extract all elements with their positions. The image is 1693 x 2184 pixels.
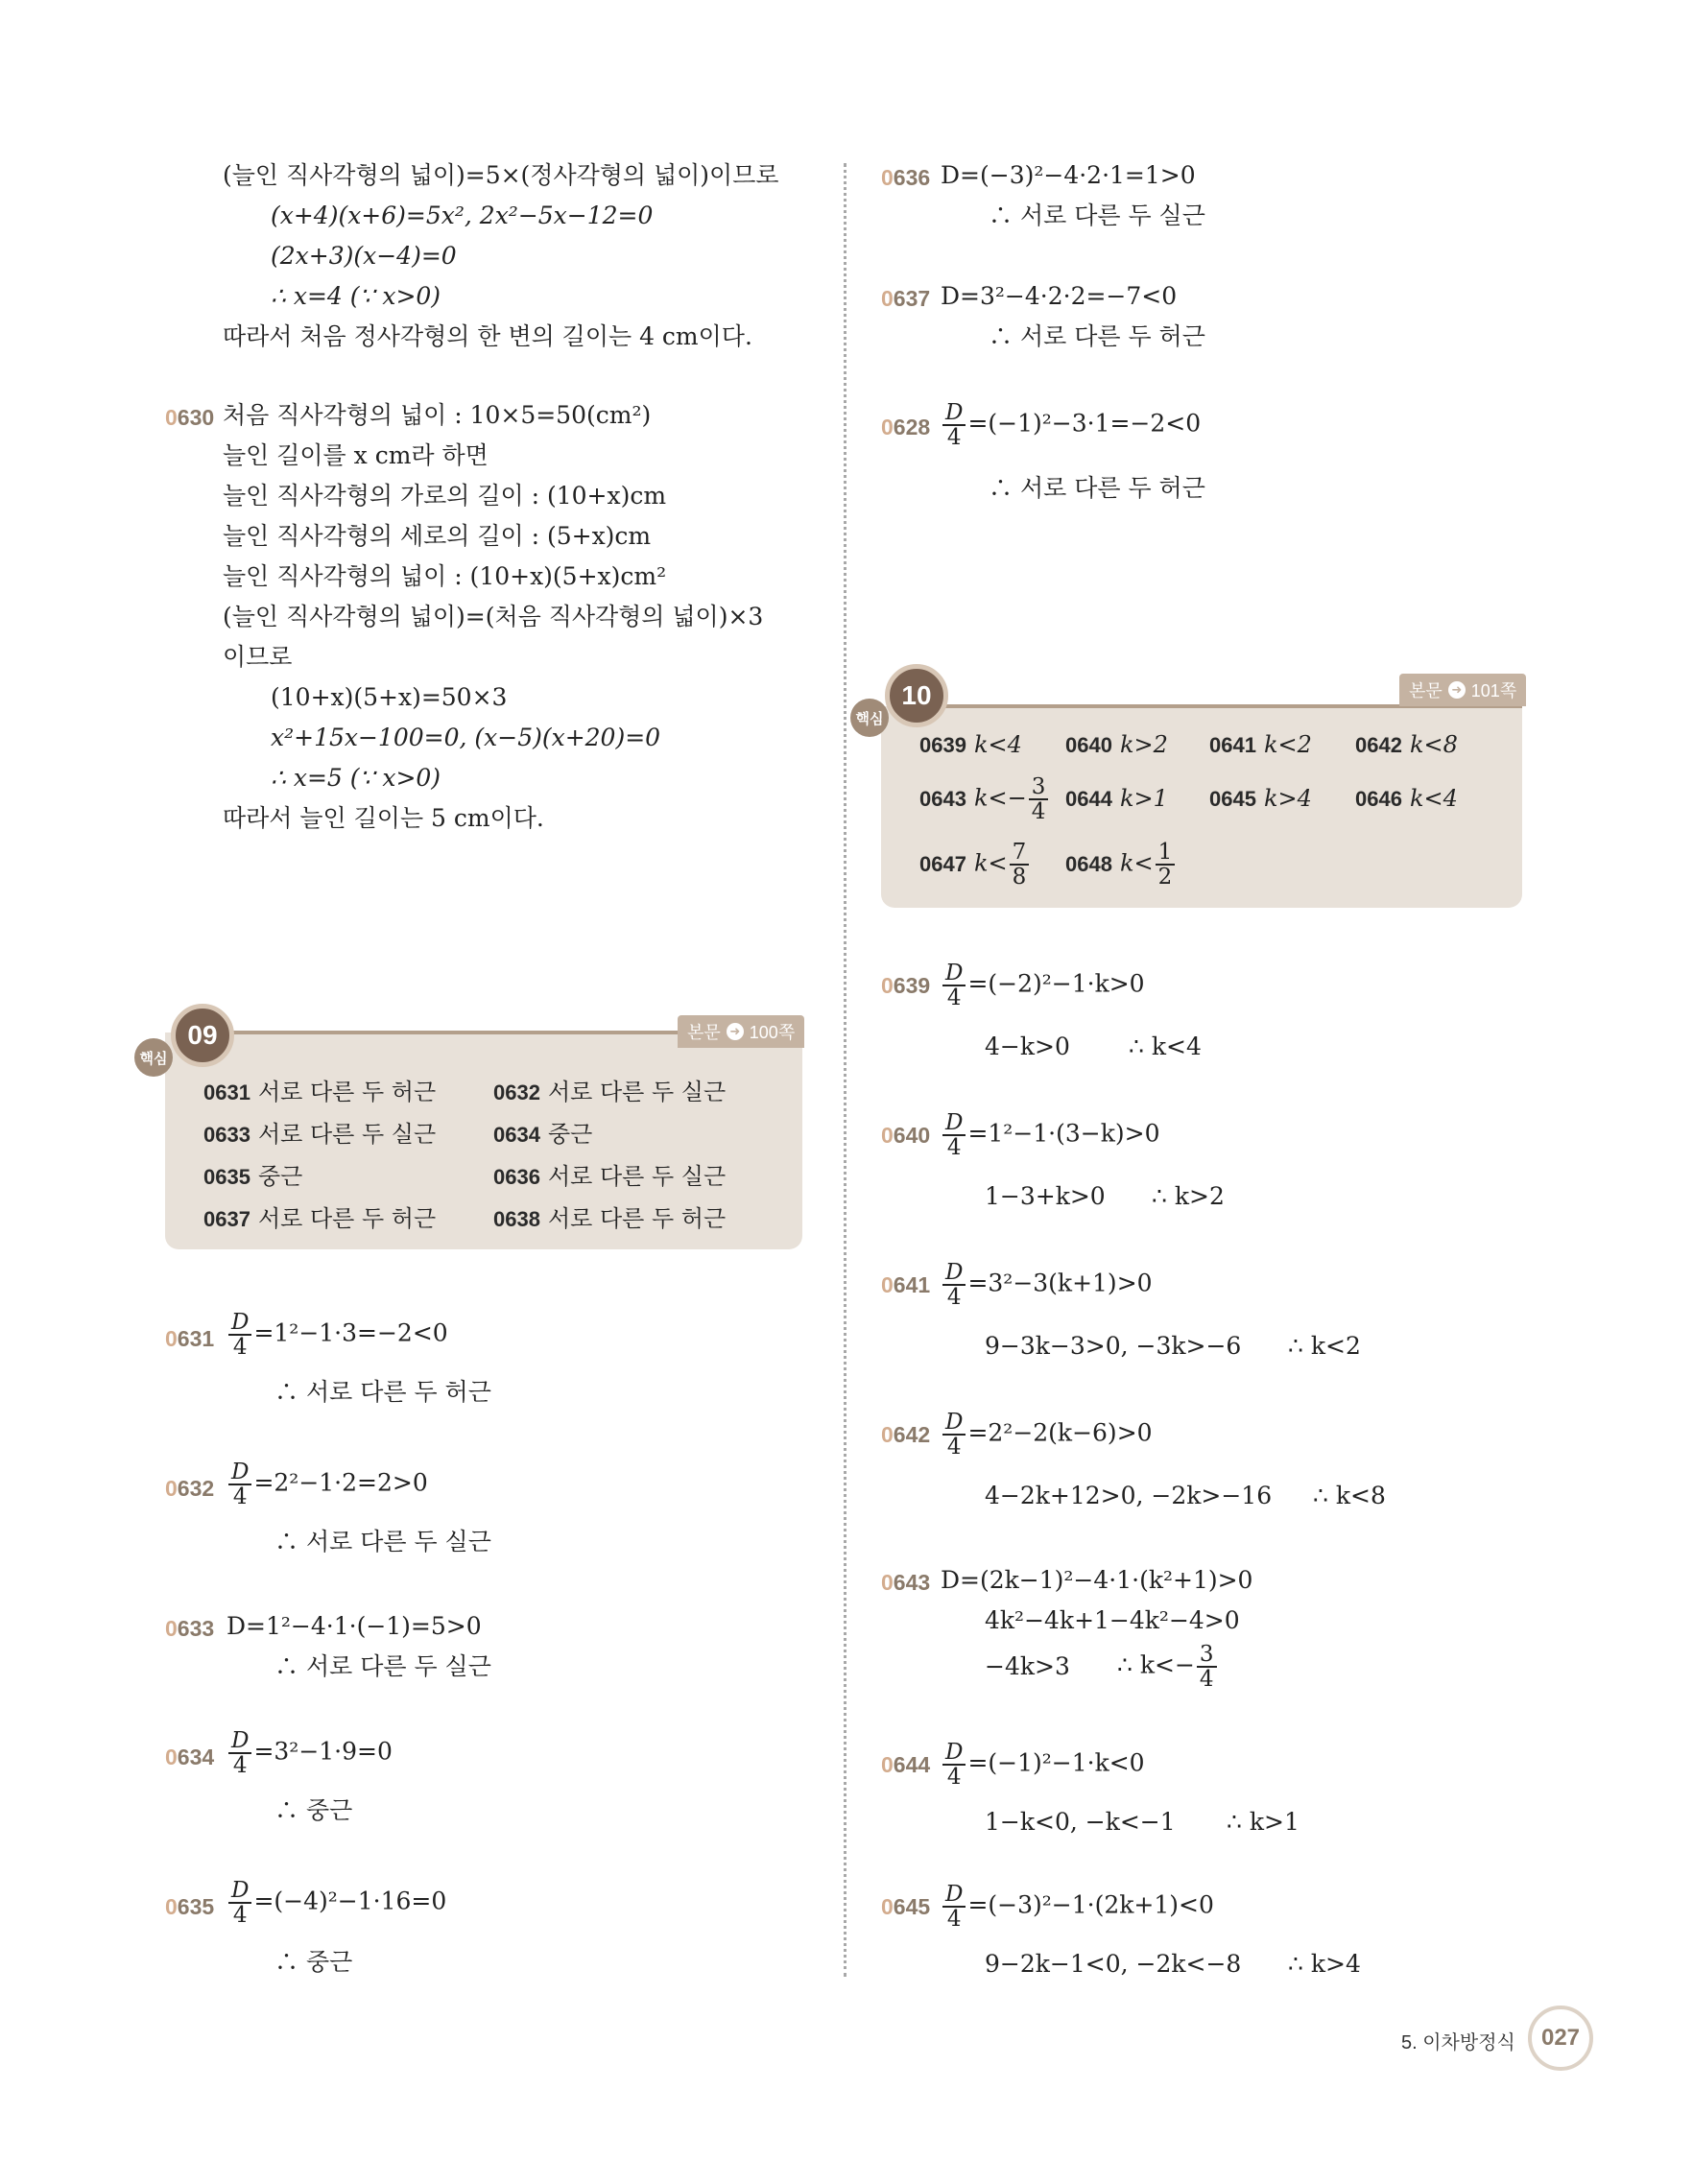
answer-item: 0643 k<− $\frac{3}{4}$ xyxy=(919,775,1050,823)
solution-line: 처음 직사각형의 넓이 : 10×5=50(cm²) xyxy=(223,401,652,429)
conclusion-line: ∴ 중근 xyxy=(274,1948,353,1976)
conclusion-line: ∴ k>2 xyxy=(1152,1182,1225,1210)
solution-line: 이므로 xyxy=(223,643,293,671)
equation-line: D=(−3)²−4·2·1=1>0 xyxy=(941,161,1196,189)
derivation-line: 1−3+k>0 xyxy=(985,1182,1106,1210)
answer-item: 0636 서로 다른 두 실근 xyxy=(493,1163,727,1190)
textbook-reference: 본문 ➜ 100쪽 xyxy=(678,1015,804,1048)
solution-line: x²+15x−100=0, (x−5)(x+20)=0 xyxy=(271,724,661,751)
problem-number-0628: 0628 xyxy=(881,415,931,439)
problem-number-0640: 0640 xyxy=(881,1123,931,1148)
conclusion-line: ∴ 서로 다른 두 실근 xyxy=(274,1652,491,1680)
derivation-line: 9−3k−3>0, −3k>−6 xyxy=(985,1332,1242,1360)
answer-item: 0632 서로 다른 두 실근 xyxy=(493,1079,727,1105)
equation-line: $\frac{D}{4}$ =(−1)²−3·1=−2<0 xyxy=(941,401,1201,449)
section-number-badge: 09 xyxy=(171,1004,234,1067)
intro-line: ∴ x=4 (∵ x>0) xyxy=(271,282,441,310)
conclusion-line: ∴ 서로 다른 두 허근 xyxy=(989,474,1205,502)
problem-number-0642: 0642 xyxy=(881,1422,931,1447)
intro-line: (x+4)(x+6)=5x², 2x²−5x−12=0 xyxy=(271,202,654,229)
problem-number-0633: 0633 xyxy=(165,1616,215,1641)
answer-item: 0642 k<8 xyxy=(1355,731,1458,758)
answer-item: 0637 서로 다른 두 허근 xyxy=(203,1205,437,1232)
equation-line: $\frac{D}{4}$ =2²−2(k−6)>0 xyxy=(941,1411,1153,1459)
section-number-badge: 10 xyxy=(885,664,948,727)
column-separator xyxy=(844,163,846,1977)
conclusion-line: ∴ 서로 다른 두 허근 xyxy=(989,322,1205,350)
equation-line: $\frac{D}{4}$ =1²−1·3=−2<0 xyxy=(227,1311,448,1359)
solution-line: ∴ x=5 (∵ x>0) xyxy=(271,764,441,792)
problem-number-0644: 0644 xyxy=(881,1752,931,1777)
problem-number-0634: 0634 xyxy=(165,1745,215,1769)
intro-line: 따라서 처음 정사각형의 한 변의 길이는 4 cm이다. xyxy=(223,322,752,350)
problem-number-0643: 0643 xyxy=(881,1570,931,1595)
answer-item: 0641 k<2 xyxy=(1209,731,1312,758)
derivation-line: 4−k>0 xyxy=(985,1033,1070,1060)
problem-number-0630: 0630 xyxy=(165,405,215,430)
conclusion-line: ∴ 중근 xyxy=(274,1796,353,1824)
conclusion-line: ∴ k<− $\frac{3}{4}$ xyxy=(1117,1643,1219,1691)
problem-number-0641: 0641 xyxy=(881,1272,931,1297)
intro-line: (2x+3)(x−4)=0 xyxy=(271,242,457,270)
answer-item: 0633 서로 다른 두 실근 xyxy=(203,1121,437,1148)
answer-item: 0640 k>2 xyxy=(1065,731,1168,758)
conclusion-line: ∴ k<4 xyxy=(1129,1033,1202,1060)
equation-line: $\frac{D}{4}$ =(−1)²−1·k<0 xyxy=(941,1741,1145,1789)
answer-item: 0648 k< $\frac{1}{2}$ xyxy=(1065,841,1177,889)
answer-item: 0646 k<4 xyxy=(1355,785,1458,812)
problem-number-0636: 0636 xyxy=(881,165,931,190)
solution-line: (늘인 직사각형의 넓이)=(처음 직사각형의 넓이)×3 xyxy=(223,603,764,630)
equation-line: $\frac{D}{4}$ =(−4)²−1·16=0 xyxy=(227,1879,446,1927)
equation-line: $\frac{D}{4}$ =3²−1·9=0 xyxy=(227,1729,393,1777)
conclusion-line: ∴ 서로 다른 두 실근 xyxy=(274,1528,491,1555)
derivation-line: −4k>3 xyxy=(985,1652,1070,1680)
answer-item: 0647 k< $\frac{7}{8}$ xyxy=(919,841,1031,889)
derivation-line: 4k²−4k+1−4k²−4>0 xyxy=(985,1606,1240,1634)
derivation-line: 1−k<0, −k<−1 xyxy=(985,1808,1176,1836)
conclusion-line: ∴ k>1 xyxy=(1227,1808,1300,1836)
solution-line: 늘인 직사각형의 가로의 길이 : (10+x)cm xyxy=(223,482,667,510)
answer-item: 0644 k>1 xyxy=(1065,785,1168,812)
answer-item: 0638 서로 다른 두 허근 xyxy=(493,1205,727,1232)
conclusion-line: ∴ k<8 xyxy=(1313,1482,1386,1509)
answer-item: 0645 k>4 xyxy=(1209,785,1312,812)
section-label-badge: 핵심 xyxy=(850,699,889,737)
intro-line: (늘인 직사각형의 넓이)=5×(정사각형의 넓이)이므로 xyxy=(223,161,779,189)
answer-item: 0631 서로 다른 두 허근 xyxy=(203,1079,437,1105)
equation-line: $\frac{D}{4}$ =3²−3(k+1)>0 xyxy=(941,1261,1153,1309)
problem-number-0631: 0631 xyxy=(165,1326,215,1351)
solution-line: 늘인 직사각형의 세로의 길이 : (5+x)cm xyxy=(223,522,652,550)
equation-line: D=(2k−1)²−4·1·(k²+1)>0 xyxy=(941,1566,1253,1594)
conclusion-line: ∴ 서로 다른 두 실근 xyxy=(989,202,1205,229)
equation-line: $\frac{D}{4}$ =(−2)²−1·k>0 xyxy=(941,961,1145,1009)
equation-line: $\frac{D}{4}$ =1²−1·(3−k)>0 xyxy=(941,1111,1160,1159)
derivation-line: 4−2k+12>0, −2k>−16 xyxy=(985,1482,1273,1509)
equation-line: D=1²−4·1·(−1)=5>0 xyxy=(227,1612,482,1640)
page-number: 027 xyxy=(1528,2006,1593,2071)
conclusion-line: ∴ 서로 다른 두 허근 xyxy=(274,1378,491,1406)
problem-number-0637: 0637 xyxy=(881,286,931,311)
answer-item: 0634 중근 xyxy=(493,1121,593,1148)
conclusion-line: ∴ k>4 xyxy=(1288,1950,1361,1978)
equation-line: $\frac{D}{4}$ =2²−1·2=2>0 xyxy=(227,1460,428,1508)
solution-line: 늘인 직사각형의 넓이 : (10+x)(5+x)cm² xyxy=(223,562,667,590)
problem-number-0635: 0635 xyxy=(165,1894,215,1919)
equation-line: D=3²−4·2·2=−7<0 xyxy=(941,282,1178,310)
problem-number-0639: 0639 xyxy=(881,973,931,998)
solution-line: (10+x)(5+x)=50×3 xyxy=(271,683,508,711)
chapter-title: 5. 이차방정식 xyxy=(1401,2032,1515,2053)
solution-line: 따라서 늘인 길이는 5 cm이다. xyxy=(223,804,544,832)
solution-line: 늘인 길이를 x cm라 하면 xyxy=(223,441,489,469)
section-label-badge: 핵심 xyxy=(134,1038,173,1077)
derivation-line: 9−2k−1<0, −2k<−8 xyxy=(985,1950,1242,1978)
textbook-reference: 본문 ➜ 101쪽 xyxy=(1399,674,1526,706)
arrow-right-icon: ➜ xyxy=(1448,681,1466,699)
problem-number-0632: 0632 xyxy=(165,1476,215,1501)
equation-line: $\frac{D}{4}$ =(−3)²−1·(2k+1)<0 xyxy=(941,1883,1214,1931)
problem-number-0645: 0645 xyxy=(881,1894,931,1919)
answer-item: 0639 k<4 xyxy=(919,731,1022,758)
arrow-right-icon: ➜ xyxy=(727,1023,744,1040)
answer-item: 0635 중근 xyxy=(203,1163,303,1190)
conclusion-line: ∴ k<2 xyxy=(1288,1332,1361,1360)
